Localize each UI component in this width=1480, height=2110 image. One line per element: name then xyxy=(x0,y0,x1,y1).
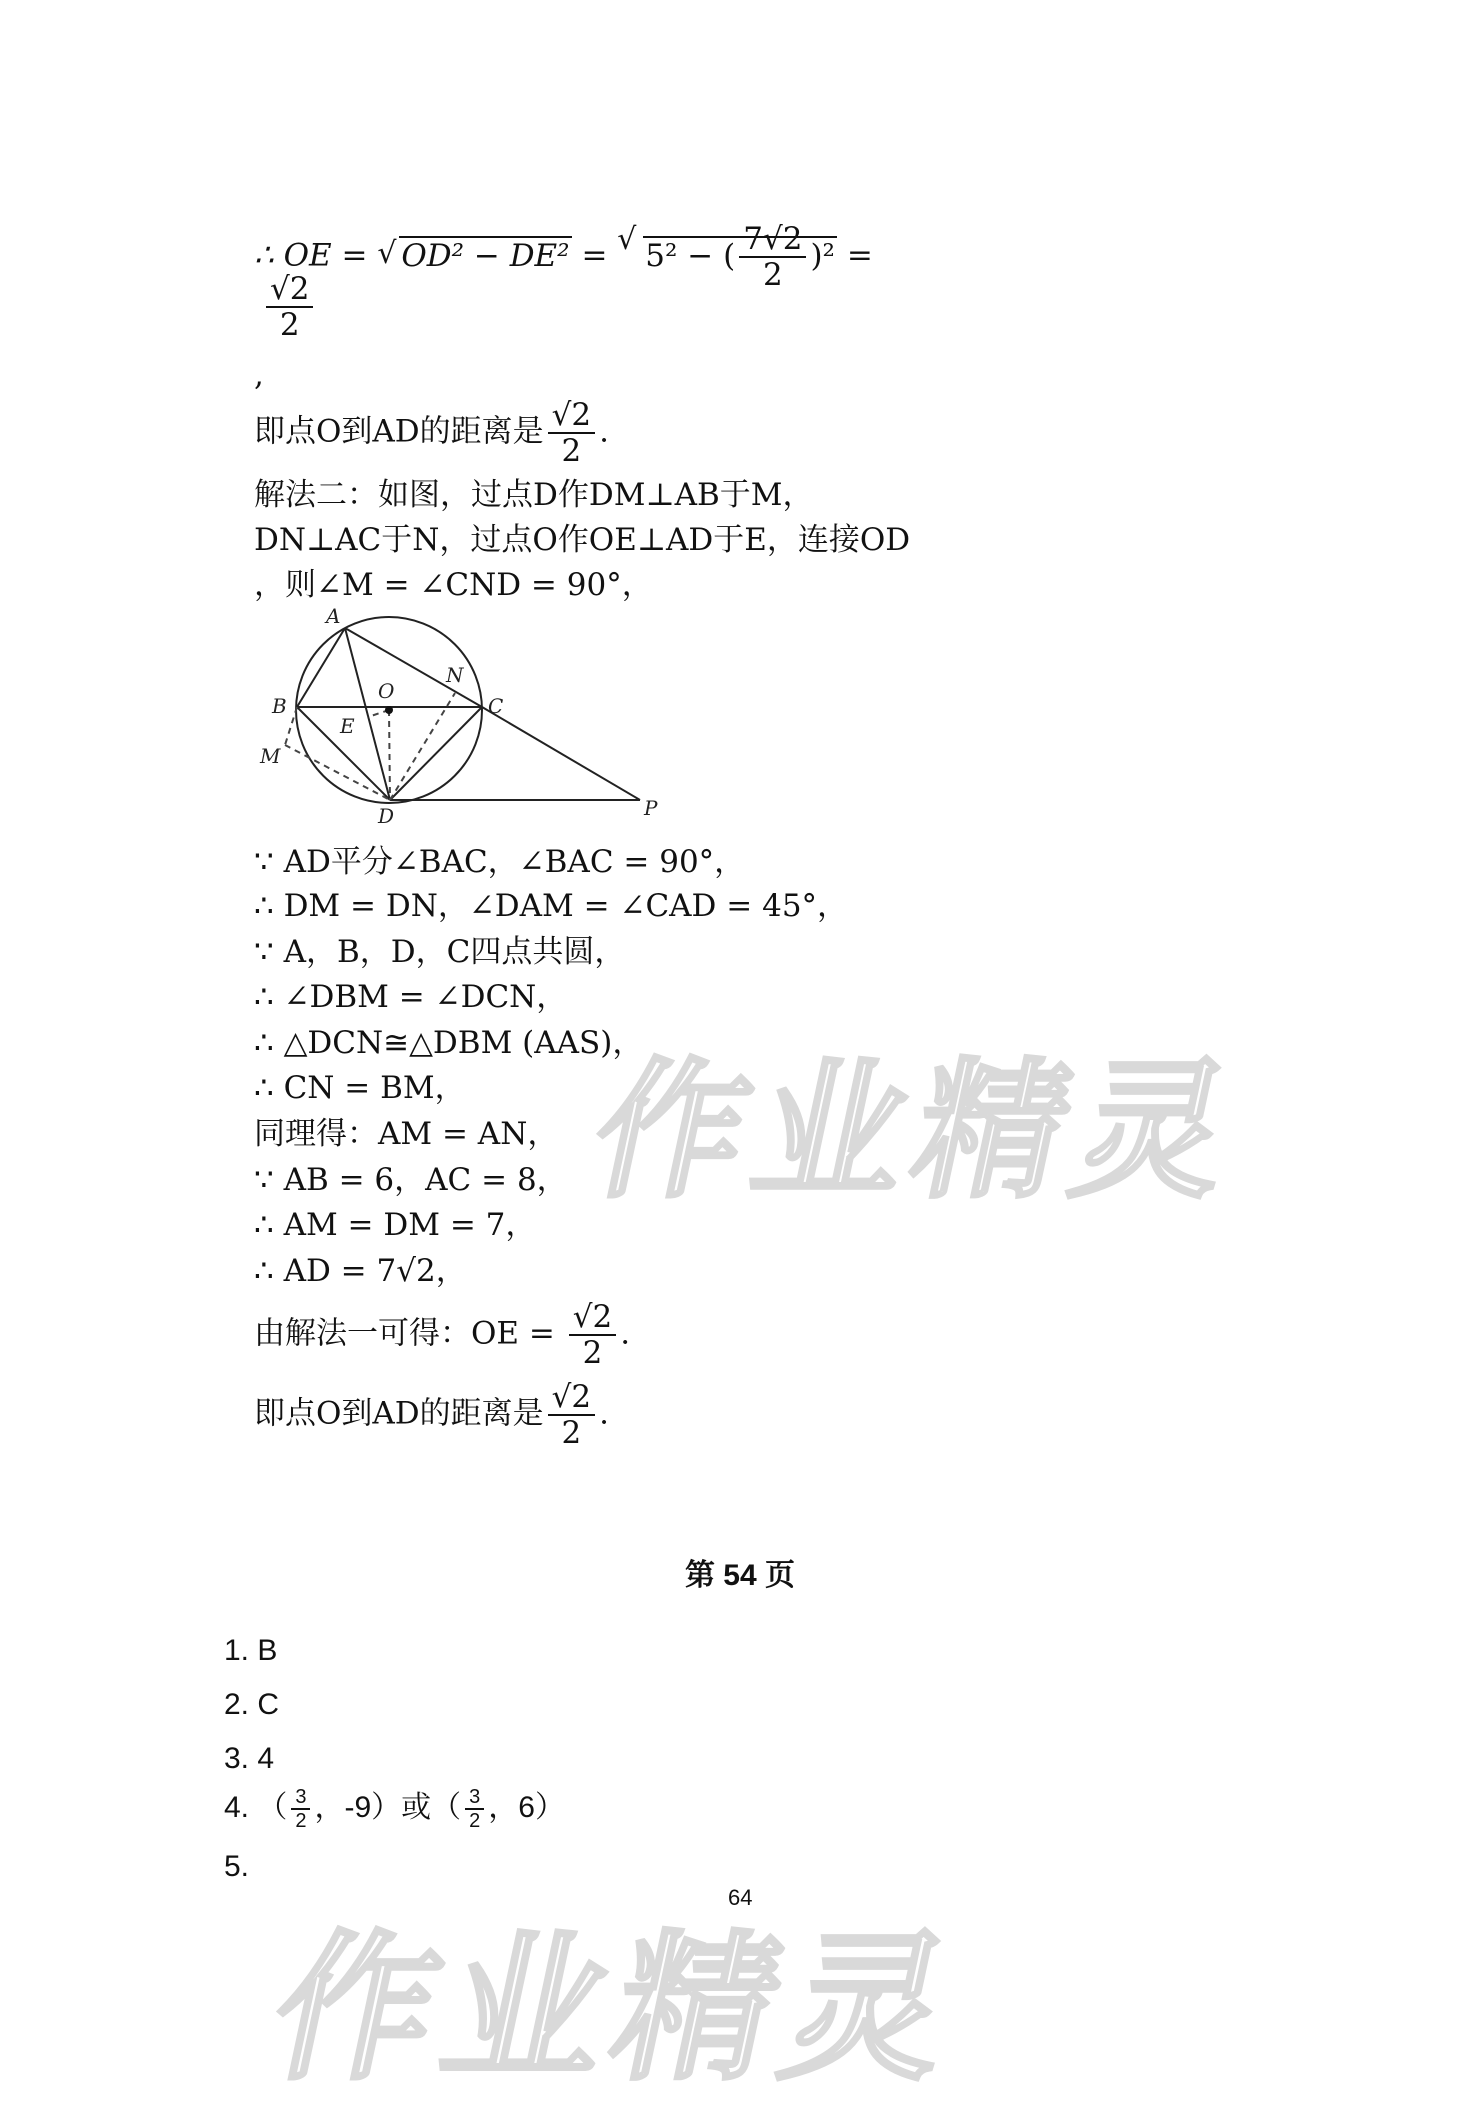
method-two-line-1: 解法二：如图，过点D作DM⊥AB于M， xyxy=(254,477,814,513)
label-c: C xyxy=(488,694,504,718)
step-7: 同理得：AM = AN， xyxy=(254,1116,559,1152)
period: . xyxy=(620,1315,631,1352)
eq-oe-prefix: ∴ OE = xyxy=(254,237,378,274)
frac-den: 2 xyxy=(762,257,783,293)
step-2: ∴ DM = DN，∠DAM = ∠CAD = 45°， xyxy=(254,888,849,924)
section-title: 第 54 页 xyxy=(684,1559,796,1592)
period: . xyxy=(599,413,609,450)
sqrt-2-radicand xyxy=(643,221,837,293)
step-12 xyxy=(254,1380,609,1450)
answer-4-mid: ，-9）或（ xyxy=(314,1791,462,1824)
line-ab xyxy=(297,628,345,707)
answer-5: 5. xyxy=(224,1850,250,1883)
sqrt-2-part-b: )² xyxy=(810,237,835,274)
line-md-dashed xyxy=(285,745,390,800)
frac-num: √2 xyxy=(548,1380,595,1416)
sqrt-1-radicand: OD² − DE² xyxy=(401,237,570,274)
frac-sqrt2-over-2 xyxy=(266,272,313,342)
step-11 xyxy=(254,1300,630,1370)
frac-step-11 xyxy=(569,1300,616,1370)
frac-step-12 xyxy=(548,1380,595,1450)
sqrt-1 xyxy=(377,236,571,276)
eq-equals: = xyxy=(571,237,618,274)
frac-num: √2 xyxy=(548,398,595,434)
watermark-2: 作业精灵 xyxy=(257,1915,978,2102)
answer-3: 3. 4 xyxy=(224,1742,275,1775)
label-m: M xyxy=(260,744,281,768)
frac-3-over-2-b xyxy=(465,1786,484,1832)
frac-3-over-2-a xyxy=(291,1786,310,1832)
distance-line-1 xyxy=(254,398,609,468)
line-cp xyxy=(482,707,640,800)
label-a: A xyxy=(326,605,341,628)
method-two-line-3: ，则∠M = ∠CND = 90°， xyxy=(254,567,653,603)
frac-7sqrt2-over-2 xyxy=(739,222,806,292)
step-5: ∴ △DCN≅△DBM (AAS)， xyxy=(254,1025,644,1061)
geometry-figure xyxy=(250,605,670,825)
label-p: P xyxy=(644,796,658,820)
distance-text: 即点O到AD的距离是 xyxy=(254,413,544,450)
eq-tail: = xyxy=(836,237,873,274)
label-d: D xyxy=(378,804,395,825)
frac-den: 2 xyxy=(561,1415,582,1451)
step-3: ∵ A，B，D，C四点共圆， xyxy=(254,934,626,970)
eq-result-frac xyxy=(262,272,317,342)
eq-oe-line xyxy=(254,222,873,292)
step-11-text: 由解法一可得：OE = xyxy=(254,1315,565,1352)
center-dot xyxy=(385,706,393,714)
answer-4 xyxy=(224,1782,565,1832)
frac-num: √2 xyxy=(569,1300,616,1336)
answer-2: 2. C xyxy=(224,1688,280,1721)
frac-den: 2 xyxy=(582,1335,603,1371)
answer-4-pre: 4. （ xyxy=(224,1791,288,1824)
label-n: N xyxy=(446,663,464,687)
frac-den: 2 xyxy=(295,1810,307,1833)
frac-distance xyxy=(548,398,595,468)
answer-1: 1. B xyxy=(224,1634,278,1667)
line-bm-dashed xyxy=(285,707,297,745)
label-b: B xyxy=(272,694,287,718)
frac-num: 3 xyxy=(465,1786,484,1810)
step-12-text: 即点O到AD的距离是 xyxy=(254,1395,544,1432)
frac-den: 2 xyxy=(469,1810,481,1833)
sqrt-2-part-a: 5² − ( xyxy=(645,237,736,274)
step-8: ∵ AB = 6，AC = 8， xyxy=(254,1162,568,1198)
frac-num: 7√2 xyxy=(739,222,806,258)
frac-num: 3 xyxy=(291,1786,310,1810)
answer-4-post: ，6） xyxy=(488,1791,565,1824)
step-9: ∴ AM = DM = 7， xyxy=(254,1207,537,1243)
frac-den: 2 xyxy=(561,433,582,469)
frac-num: √2 xyxy=(266,272,313,308)
step-1: ∵ AD平分∠BAC，∠BAC = 90°， xyxy=(254,844,746,880)
line-od-dashed xyxy=(389,710,390,800)
watermark-1: 作业精灵 xyxy=(578,1045,1256,1219)
sqrt-2 xyxy=(617,222,837,292)
method-two-line-2: DN⊥AC于N，过点O作OE⊥AD于E，连接OD xyxy=(254,522,911,558)
line-cd xyxy=(390,707,482,800)
step-6: ∴ CN = BM， xyxy=(254,1070,466,1106)
comma-line: , xyxy=(254,357,264,393)
step-10: ∴ AD = 7√2， xyxy=(254,1253,467,1289)
period: . xyxy=(599,1395,609,1432)
page-number: 64 xyxy=(728,1885,753,1910)
step-4: ∴ ∠DBM = ∠DCN， xyxy=(254,979,568,1015)
label-e: E xyxy=(340,714,355,738)
frac-den: 2 xyxy=(279,307,300,343)
label-o: O xyxy=(378,679,395,703)
